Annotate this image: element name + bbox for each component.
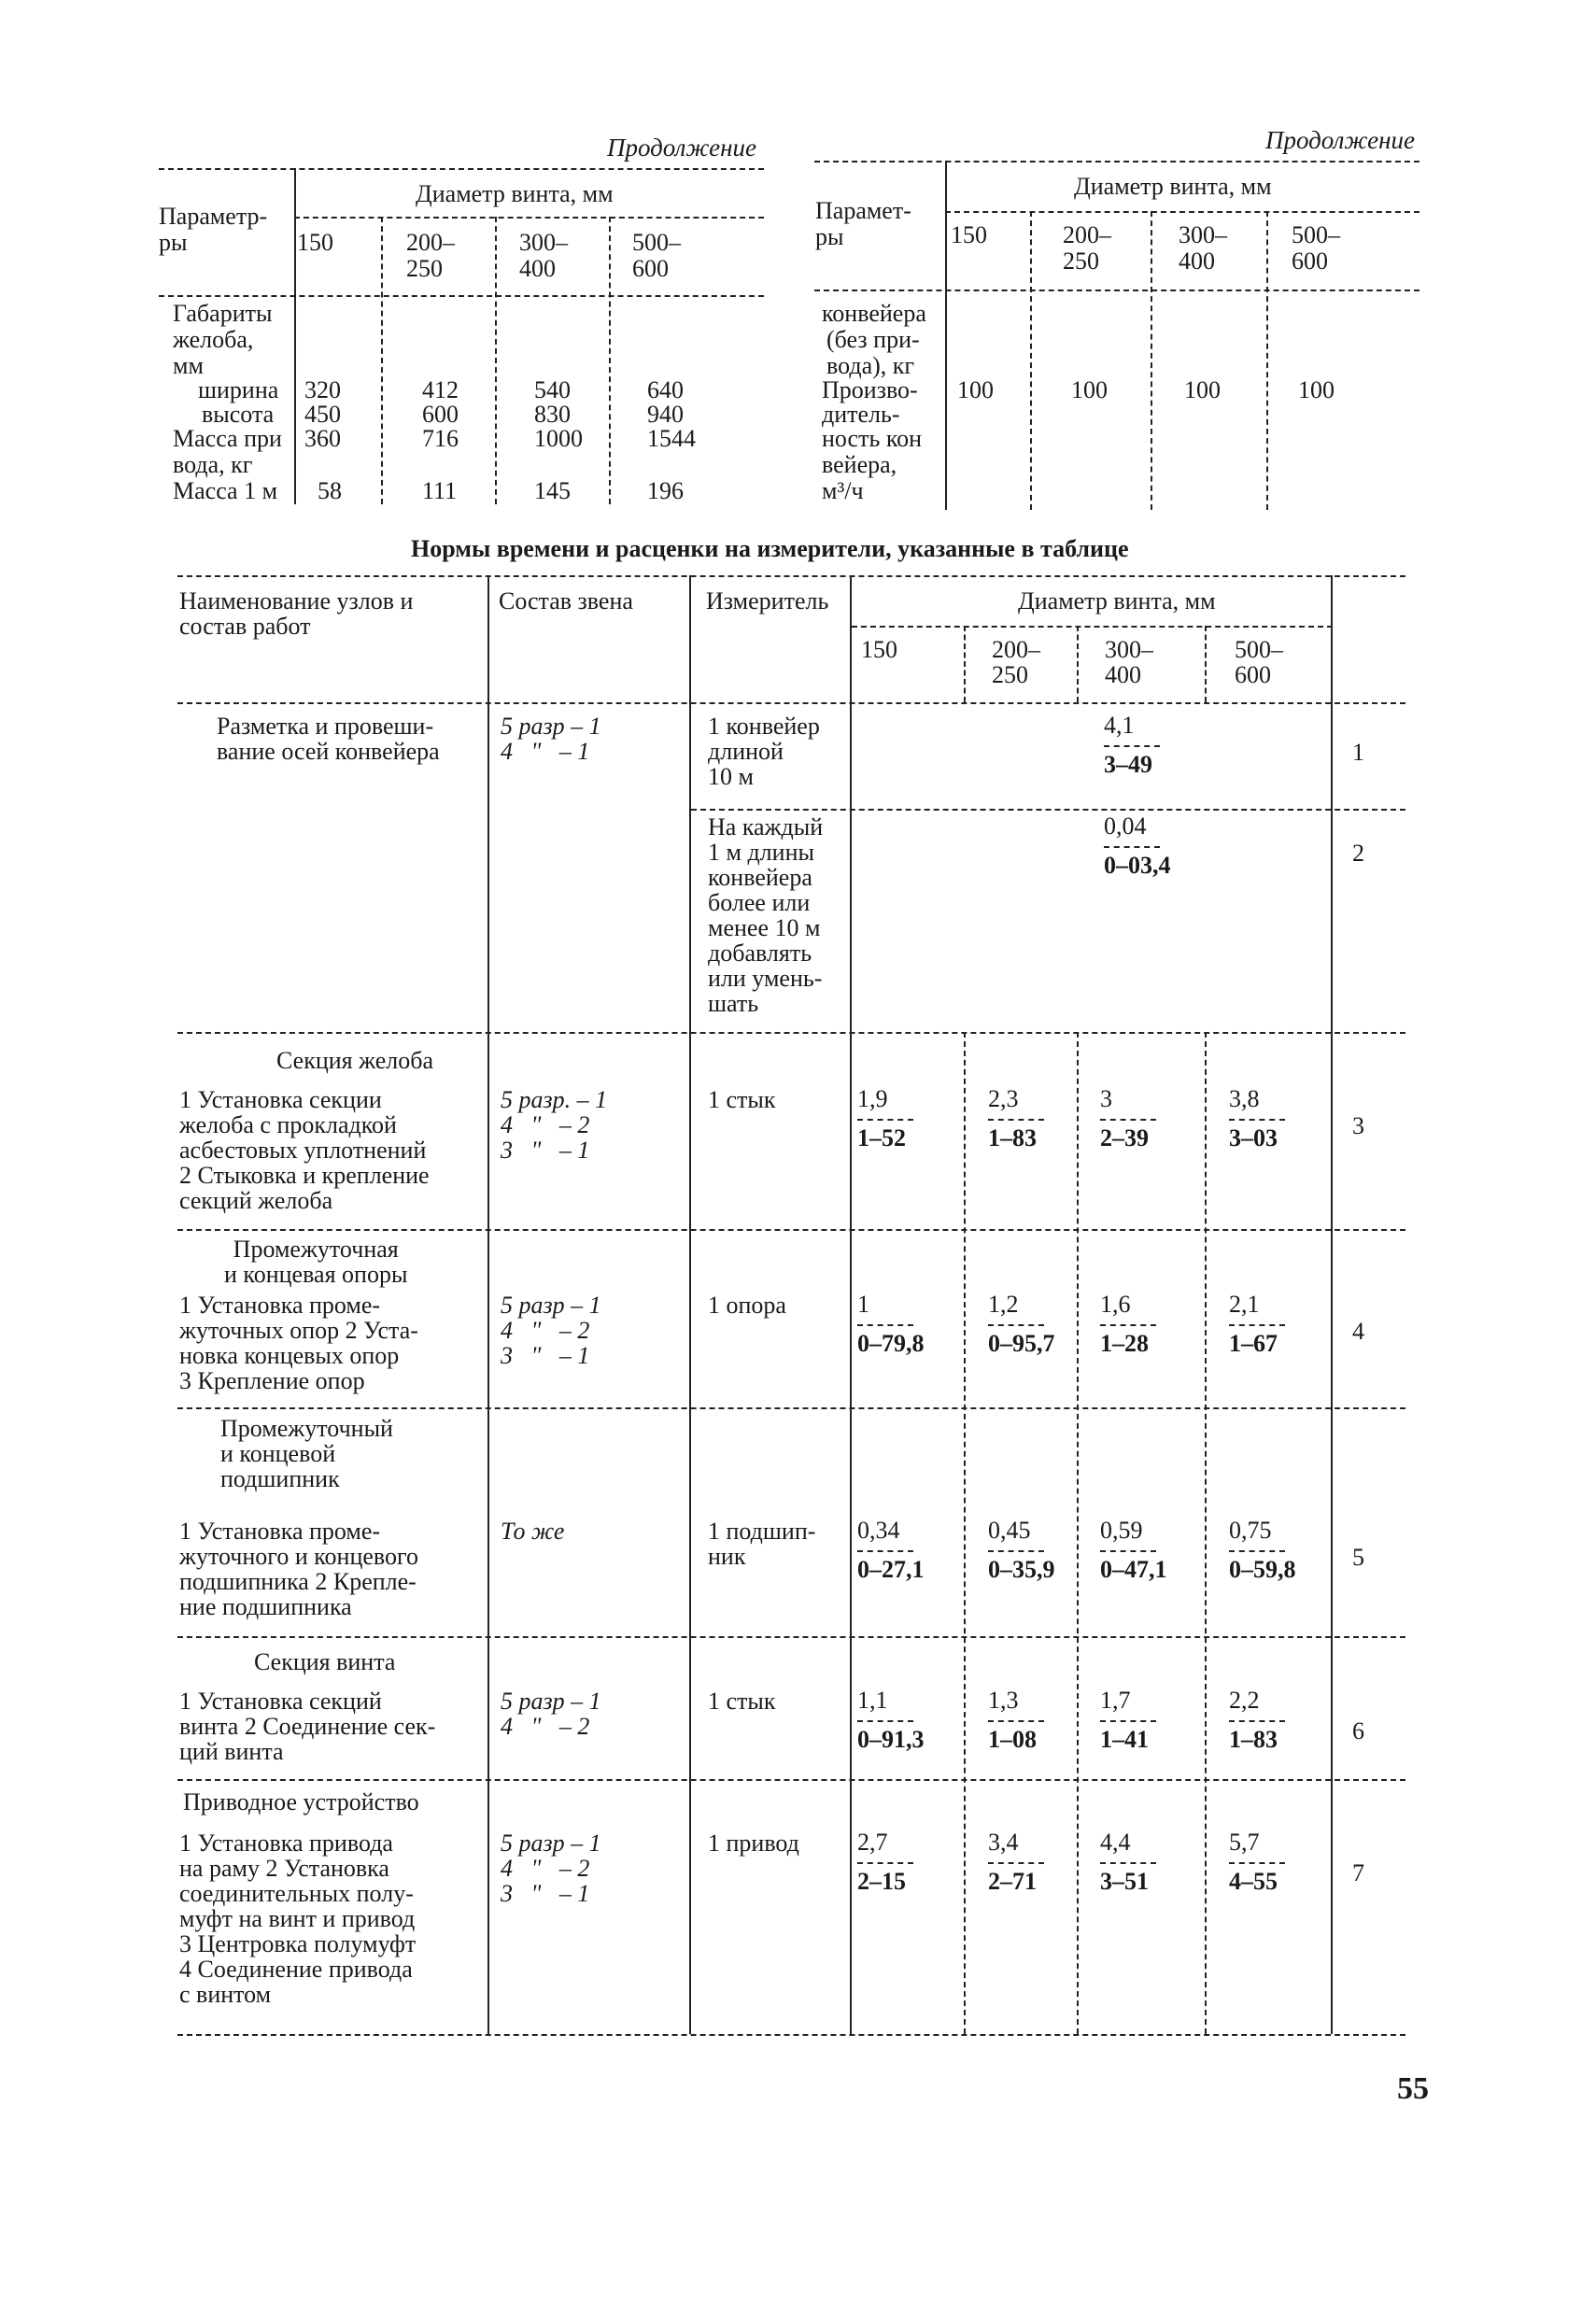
rule: [964, 626, 966, 702]
col-300-right: 300– 400: [1179, 221, 1227, 275]
row6-number: 6: [1352, 1717, 1364, 1745]
row3-val-300: [1100, 1085, 1156, 1152]
fraction-bar: [1229, 1862, 1285, 1864]
fraction-bar: [1100, 1324, 1156, 1326]
rule: [609, 217, 611, 504]
rate: 2–39: [1100, 1124, 1149, 1151]
rule: [814, 290, 1419, 291]
rule: [945, 211, 1419, 213]
norm-time: 4,4: [1100, 1829, 1131, 1856]
label-mass-1m: Масса 1 м: [173, 477, 278, 504]
cell: 58: [318, 477, 342, 504]
row4-val-300: [1100, 1291, 1156, 1358]
norm-time: 1,2: [988, 1291, 1019, 1318]
row7-number: 7: [1352, 1859, 1364, 1886]
header-col-150: 150: [861, 636, 897, 663]
label-zheloba: желоба,: [173, 326, 254, 353]
header-unit: Измеритель: [706, 587, 829, 615]
row6-crew: 5 разр – 1 4 " – 2: [501, 1688, 601, 1740]
row6-section: Секция винта: [254, 1648, 396, 1675]
col-200-left: 200– 250: [406, 229, 455, 282]
row7-unit: 1 привод: [708, 1830, 799, 1857]
rule: [1077, 1032, 1079, 2034]
rule: [177, 1636, 1405, 1638]
row5-val-200: [988, 1517, 1055, 1584]
rate: 1–83: [988, 1124, 1037, 1151]
header-name: Наименование узлов и состав работ: [179, 587, 414, 640]
col-200-right: 200– 250: [1063, 221, 1111, 275]
rate: 1–52: [857, 1124, 906, 1151]
rule: [177, 1229, 1405, 1231]
row7-val-150: [857, 1829, 913, 1896]
row7-val-300: [1100, 1829, 1156, 1896]
rate: 0–47,1: [1100, 1556, 1167, 1583]
row3-section: Секция желоба: [276, 1047, 434, 1074]
row6-name: 1 Установка секций винта 2 Соединение сек- ций винта: [179, 1688, 436, 1765]
fraction-bar: [988, 1119, 1044, 1121]
row5-number: 5: [1352, 1544, 1364, 1571]
rate: 2–15: [857, 1868, 906, 1895]
row6-val-200: [988, 1687, 1044, 1754]
fraction-bar: [857, 1550, 913, 1552]
row2-unit: На каждый 1 м длины конвейера более или менее 10 м добавлять или умень- шать: [708, 813, 824, 1017]
rate: 1–28: [1100, 1330, 1149, 1357]
norm-time: 3,4: [988, 1829, 1019, 1856]
row6-unit: 1 стык: [708, 1688, 776, 1715]
cell: 600: [422, 401, 459, 428]
rule: [381, 217, 383, 504]
header-crew: Состав звена: [499, 587, 633, 615]
fraction-bar: [857, 1720, 913, 1722]
row6-val-150: [857, 1687, 925, 1754]
header-col-300: 300– 400: [1105, 636, 1153, 688]
rule: [177, 1779, 1405, 1781]
rule: [1205, 1032, 1207, 2034]
row3-name: 1 Установка секции желоба с прокладкой асбестовых уплотнений 2 Стыковка и крепление секций желоба: [179, 1086, 430, 1214]
cell: 412: [422, 376, 459, 403]
norm-time: 0,34: [857, 1517, 900, 1544]
norm-time: 1,6: [1100, 1291, 1131, 1318]
rule: [1077, 626, 1079, 702]
row1-number: 1: [1352, 739, 1364, 766]
rate: 1–08: [988, 1726, 1037, 1753]
fraction-bar: [988, 1550, 1044, 1552]
row5-section: Промежуточный и концевой подшипник: [220, 1415, 393, 1492]
norm-time: 2,1: [1229, 1291, 1260, 1318]
rate: 3–03: [1229, 1124, 1278, 1151]
rate: 0–95,7: [988, 1330, 1055, 1357]
row7-name: 1 Установка привода на раму 2 Установка соединительных полу- муфт на винт и привод 3 Центровка полумуфт 4 Соединение привода с винтом: [179, 1830, 417, 2008]
label-mass-drive-2: вода, кг: [173, 451, 253, 478]
continuation-label-left: Продолжение: [607, 134, 757, 162]
rule: [1266, 211, 1268, 510]
norm-time: 0,45: [988, 1517, 1031, 1544]
row2-merged-value: [1104, 812, 1171, 880]
label-mm: мм: [173, 352, 204, 379]
label: вода), кг: [826, 352, 915, 379]
rule: [1030, 211, 1032, 510]
fraction-bar: [1100, 1862, 1156, 1864]
row5-val-300: [1100, 1517, 1167, 1584]
col-150-right: 150: [951, 221, 987, 248]
row5-val-150: [857, 1517, 925, 1584]
rule: [850, 575, 852, 2034]
label: Произво-: [822, 376, 918, 403]
fraction-bar: [1100, 1720, 1156, 1722]
fraction-bar: [1229, 1550, 1285, 1552]
rate: 0–27,1: [857, 1556, 925, 1583]
row5-name: 1 Установка проме- жуточного и концевого подшипника 2 Крепле- ние подшипника: [179, 1518, 419, 1620]
cell: 540: [534, 376, 571, 403]
row3-crew: 5 разр. – 1 4 " – 2 3 " – 1: [501, 1086, 608, 1164]
cell: 100: [1298, 376, 1335, 403]
rule: [814, 161, 1419, 162]
param-header-line1: Параметр-: [159, 203, 268, 230]
rule: [294, 168, 296, 504]
row3-val-500: [1229, 1085, 1285, 1152]
col-500-right: 500– 600: [1292, 221, 1340, 275]
cell: 320: [304, 376, 341, 403]
rate: 0–91,3: [857, 1726, 925, 1753]
col-150-left: 150: [297, 229, 333, 256]
rule: [964, 1032, 966, 2034]
rule: [1331, 575, 1333, 2034]
param-header-line2: ры: [159, 229, 188, 256]
row4-unit: 1 опора: [708, 1292, 786, 1319]
rule: [159, 295, 764, 297]
norm-time: 4,1: [1104, 712, 1135, 739]
label: дитель-: [822, 401, 900, 428]
rule: [177, 575, 1405, 577]
row4-section: Промежуточная и концевая опоры: [224, 1236, 408, 1288]
norm-time: 1: [857, 1291, 869, 1318]
continuation-label-right: Продолжение: [1265, 126, 1416, 154]
rule: [177, 702, 1405, 704]
label-width: ширина: [198, 376, 279, 403]
param-header-right-1: Парамет-: [815, 197, 911, 224]
cell: 145: [534, 477, 571, 504]
header-col-200: 200– 250: [992, 636, 1040, 688]
col-500-left: 500– 600: [632, 229, 681, 282]
norm-time: 2,2: [1229, 1687, 1260, 1714]
page-number: 55: [1397, 2071, 1429, 2106]
rule: [294, 217, 764, 219]
rate: 0–35,9: [988, 1556, 1055, 1583]
fraction-bar: [1229, 1720, 1285, 1722]
norm-time: 1,1: [857, 1687, 888, 1714]
row7-val-500: [1229, 1829, 1285, 1896]
header-diam: Диаметр винта, мм: [1018, 587, 1216, 615]
cell: 1544: [647, 425, 696, 452]
rate: 0–79,8: [857, 1330, 925, 1357]
label: вейера,: [822, 451, 897, 478]
cell: 830: [534, 401, 571, 428]
row7-val-200: [988, 1829, 1044, 1896]
cell: 1000: [534, 425, 583, 452]
row5-crew: То же: [501, 1518, 565, 1545]
fraction-bar: [988, 1720, 1044, 1722]
norm-time: 3: [1100, 1085, 1112, 1112]
rule: [1151, 211, 1152, 510]
row3-number: 3: [1352, 1112, 1364, 1139]
norm-time: 0,59: [1100, 1517, 1143, 1544]
fraction-bar: [857, 1862, 913, 1864]
cell: 450: [304, 401, 341, 428]
row6-val-300: [1100, 1687, 1156, 1754]
rate: 0–03,4: [1104, 852, 1171, 879]
rule: [1205, 626, 1207, 702]
label: конвейера: [822, 300, 926, 327]
row1-unit: 1 конвейер длиной 10 м: [708, 713, 820, 790]
norm-time: 5,7: [1229, 1829, 1260, 1856]
norm-time: 2,7: [857, 1829, 888, 1856]
norm-time: 0,04: [1104, 812, 1147, 840]
rule: [177, 1407, 1405, 1409]
row1-name: Разметка и провеши- вание осей конвейера: [217, 713, 440, 765]
rule: [177, 1032, 1405, 1034]
label-gabarity: Габариты: [173, 300, 273, 327]
row4-crew: 5 разр – 1 4 " – 2 3 " – 1: [501, 1292, 601, 1369]
rate: 3–49: [1104, 751, 1152, 778]
rate: 1–41: [1100, 1726, 1149, 1753]
col-300-left: 300– 400: [519, 229, 568, 282]
cell: 111: [422, 477, 458, 504]
rate: 2–71: [988, 1868, 1037, 1895]
fraction-bar: [1100, 1119, 1156, 1121]
row3-val-200: [988, 1085, 1044, 1152]
row5-unit: 1 подшип- ник: [708, 1518, 816, 1570]
rate: 0–59,8: [1229, 1556, 1296, 1583]
fraction-bar: [857, 1324, 913, 1326]
rate: 4–55: [1229, 1868, 1278, 1895]
fraction-bar: [1229, 1324, 1285, 1326]
label-mass-drive: Масса при: [173, 425, 282, 452]
row4-val-200: [988, 1291, 1055, 1358]
row7-section: Приводное устройство: [183, 1788, 419, 1815]
fraction-bar: [1229, 1119, 1285, 1121]
row5-val-500: [1229, 1517, 1296, 1584]
rule: [495, 217, 497, 504]
rate: 1–67: [1229, 1330, 1278, 1357]
label: ность кон: [822, 425, 923, 452]
norm-time: 3,8: [1229, 1085, 1260, 1112]
fraction-bar: [1104, 846, 1160, 848]
rate: 3–51: [1100, 1868, 1149, 1895]
fraction-bar: [1100, 1550, 1156, 1552]
rule: [487, 575, 489, 2034]
rule: [852, 626, 1333, 628]
rule: [689, 575, 691, 2034]
cell: 100: [1184, 376, 1221, 403]
fraction-bar: [857, 1119, 913, 1121]
row6-val-500: [1229, 1687, 1285, 1754]
rule: [945, 161, 947, 510]
row7-crew: 5 разр – 1 4 " – 2 3 " – 1: [501, 1830, 601, 1907]
cell: 100: [957, 376, 994, 403]
cell: 360: [304, 425, 341, 452]
row4-number: 4: [1352, 1318, 1364, 1345]
rule: [177, 2034, 1405, 2036]
rule: [691, 809, 1405, 811]
param-header-right-2: ры: [815, 223, 844, 250]
norm-time: 1,9: [857, 1085, 888, 1112]
diam-header-right: Диаметр винта, мм: [1074, 173, 1272, 200]
row2-number: 2: [1352, 840, 1364, 867]
cell: 716: [422, 425, 459, 452]
cell: 640: [647, 376, 684, 403]
rate: 1–83: [1229, 1726, 1278, 1753]
rule: [159, 168, 764, 170]
norm-time: 1,3: [988, 1687, 1019, 1714]
cell: 100: [1071, 376, 1108, 403]
fraction-bar: [1104, 745, 1160, 747]
diam-header-left: Диаметр винта, мм: [416, 180, 614, 207]
label: (без при-: [826, 326, 920, 353]
cell: 940: [647, 401, 684, 428]
norm-time: 0,75: [1229, 1517, 1272, 1544]
norm-time: 2,3: [988, 1085, 1019, 1112]
label-height: высота: [202, 401, 275, 428]
row4-val-500: [1229, 1291, 1285, 1358]
row3-unit: 1 стык: [708, 1086, 776, 1113]
row4-name: 1 Установка проме- жуточных опор 2 Уста- новка концевых опор 3 Крепление опор: [179, 1292, 418, 1394]
row1-crew: 5 разр – 1 4 " – 1: [501, 713, 601, 765]
header-col-500: 500– 600: [1235, 636, 1283, 688]
main-table-title: Нормы времени и расценки на измерители, указанные в таблице: [411, 535, 1129, 562]
cell: 196: [647, 477, 684, 504]
row1-merged-value: [1104, 712, 1160, 779]
label: м³/ч: [822, 477, 864, 504]
row4-val-150: [857, 1291, 925, 1358]
fraction-bar: [988, 1324, 1044, 1326]
fraction-bar: [988, 1862, 1044, 1864]
row3-val-150: [857, 1085, 913, 1152]
norm-time: 1,7: [1100, 1687, 1131, 1714]
